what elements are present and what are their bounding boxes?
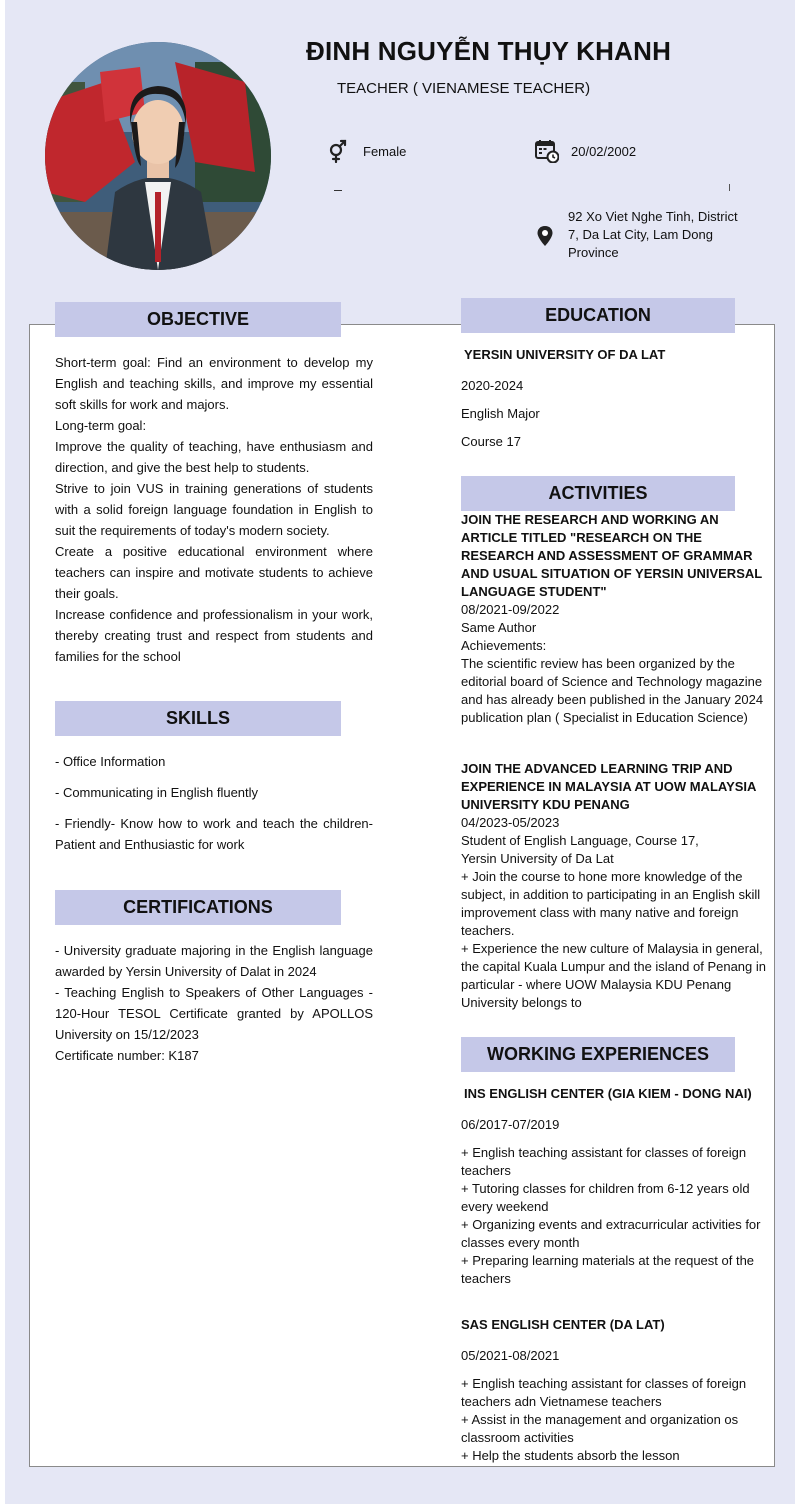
candidate-name: ĐINH NGUYỄN THỤY KHANH: [306, 36, 672, 66]
location-pin-icon: [535, 225, 555, 247]
job-company: INS ENGLISH CENTER (GIA KIEM - DONG NAI): [464, 1086, 752, 1101]
address-value: 92 Xo Viet Nghe Tinh, District 7, Da Lat City, Lam Dong Province: [568, 209, 738, 260]
skill-item: - Communicating in English fluently: [55, 785, 259, 800]
work-heading: WORKING EXPERIENCES: [461, 1037, 735, 1072]
skill-item: - Friendly- Know how to work and teach the children-Patient and Enthusiastic for work: [55, 816, 373, 852]
activity-item: [461, 760, 767, 1012]
job-duty: + English teaching assistant for classes of foreign teachers adn Vietnamese teachers: [461, 1376, 747, 1409]
activity-line: The scientific review has been organized by the editorial board of Science and Technology magazine and has already been published in the January 2024 publication plan ( Specialist in Education Science): [461, 656, 764, 725]
job-period: 06/2017-07/2019: [461, 1117, 560, 1132]
skills-heading: SKILLS: [55, 701, 341, 736]
job-duty: + Organizing events and extracurricular activities for classes every month: [461, 1217, 761, 1250]
activity-line: Achievements:: [461, 638, 547, 653]
activity-item: [461, 511, 767, 727]
certifications-heading: CERTIFICATIONS: [55, 890, 341, 925]
activity-line: + Experience the new culture of Malaysia in general, the capital Kuala Lumpur and the island of Penang in particular - where UOW Malaysia KDU Penang University belongs to: [461, 941, 766, 1010]
objective-paragraph: Long-term goal:: [55, 418, 147, 433]
gender-icon: [326, 139, 350, 163]
gender-value: Female: [363, 144, 407, 159]
activity-line: Student of English Language, Course 17,: [461, 833, 699, 848]
job-company: SAS ENGLISH CENTER (DA LAT): [461, 1317, 665, 1332]
certification-item: - University graduate majoring in the English language awarded by Yersin University of Dalat in 2024: [55, 943, 373, 979]
job-duty: + Assist in the management and organization os classroom activities: [461, 1412, 739, 1445]
certification-item: - Teaching English to Speakers of Other Languages - 120-Hour TESOL Certificate granted by APOLLOS University on 15/12/2023: [55, 985, 373, 1042]
job-duties: [461, 1144, 767, 1288]
job-duty: + Help the students absorb the lesson: [461, 1448, 680, 1463]
education-period: 2020-2024: [461, 378, 524, 393]
activity-line: + Join the course to hone more knowledge of the subject, in addition to participating in an English skill improvement class with many native and foreign teachers.: [461, 869, 761, 938]
activity-line: Yersin University of Da Lat: [461, 851, 614, 866]
objective-paragraph: Create a positive educational environment where teachers can inspire and motivate students to achieve their goals.: [55, 544, 373, 601]
education-course: Course 17: [461, 434, 521, 449]
objective-paragraph: Short-term goal: Find an environment to develop my English and teaching skills, and improve my essential soft skills for work and majors.: [55, 355, 373, 412]
education-major: English Major: [461, 406, 540, 421]
divider-mark: [334, 190, 342, 191]
job-title: TEACHER ( VIENAMESE TEACHER): [337, 80, 591, 97]
job-duty: + Preparing learning materials at the request of the teachers: [461, 1253, 755, 1286]
activity-title: JOIN THE RESEARCH AND WORKING AN ARTICLE TITLED "RESEARCH ON THE RESEARCH AND ASSESSMENT OF GRAMMAR AND USUAL SITUATION OF YERSIN UNIVERSAL LANGUAGE STUDENT": [461, 512, 762, 599]
activity-line: Same Author: [461, 620, 537, 635]
objective-paragraph: Improve the quality of teaching, have enthusiasm and direction, and give the best help to students.: [55, 439, 373, 475]
calendar-icon: [535, 139, 559, 163]
job-period: 05/2021-08/2021: [461, 1348, 560, 1363]
job-duties: [461, 1375, 767, 1465]
job-duty: + English teaching assistant for classes of foreign teachers: [461, 1145, 747, 1178]
job-duty: + Tutoring classes for children from 6-12 years old every weekend: [461, 1181, 750, 1214]
skills-list: [55, 751, 373, 855]
activity-title: JOIN THE ADVANCED LEARNING TRIP AND EXPERIENCE IN MALAYSIA AT UOW MALAYSIA UNIVERSITY KDU PENANG: [461, 761, 756, 812]
objective-paragraph: Increase confidence and professionalism in your work, thereby creating trust and respect from students and families for the school: [55, 607, 373, 664]
activity-line: 08/2021-09/2022: [461, 602, 560, 617]
objective-paragraph: Strive to join VUS in training generations of students with a solid foreign language foundation in English to suit the requirements of today's modern society.: [55, 481, 373, 538]
activities-heading: ACTIVITIES: [461, 476, 735, 511]
objective-body: [55, 352, 373, 667]
divider-mark: [729, 184, 730, 191]
activity-line: 04/2023-05/2023: [461, 815, 560, 830]
certificate-number: Certificate number: K187: [55, 1048, 199, 1063]
certifications-list: [55, 940, 373, 1066]
skill-item: - Office Information: [55, 754, 166, 769]
education-heading: EDUCATION: [461, 298, 735, 333]
birth-date-value: 20/02/2002: [571, 144, 637, 159]
objective-heading: OBJECTIVE: [55, 302, 341, 337]
profile-photo: [45, 42, 271, 270]
education-school: YERSIN UNIVERSITY OF DA LAT: [464, 347, 666, 362]
